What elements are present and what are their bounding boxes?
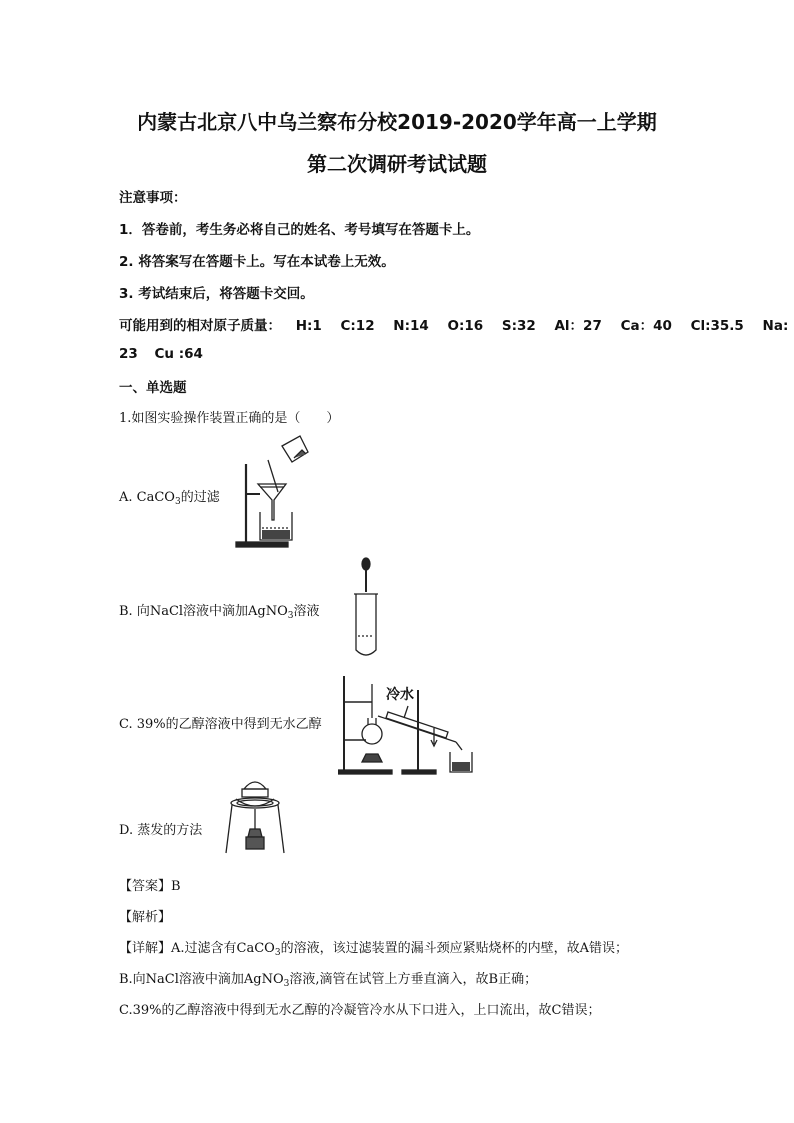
analysis-line-2-sub: 3 bbox=[283, 979, 290, 989]
mass-cu: Cu :64 bbox=[154, 346, 203, 362]
analysis-line-1-suffix: 的溶液，该过滤装置的漏斗颈应紧贴烧杯的内壁，故A错误； bbox=[280, 941, 628, 956]
page-title-line2: 第二次调研考试试题 bbox=[307, 152, 487, 176]
option-d: D. 蒸发的方法 bbox=[119, 823, 203, 838]
option-b-prefix: B. 向NaCl溶液中滴加AgNO bbox=[119, 604, 288, 619]
atomic-mass-line bbox=[119, 314, 788, 334]
atomic-mass-line2 bbox=[119, 346, 203, 362]
mass-al: Al：27 bbox=[554, 318, 602, 334]
filtration-apparatus-figure bbox=[232, 432, 312, 550]
note-item-2: 2. 将答案写在答题卡上。写在本试卷上无效。 bbox=[119, 254, 395, 270]
notes-heading: 注意事项： bbox=[119, 190, 187, 206]
mass-c: C:12 bbox=[340, 318, 375, 334]
option-b-sub: 3 bbox=[287, 611, 294, 621]
option-c: C. 39%的乙醇溶液中得到无水乙醇 bbox=[119, 717, 322, 732]
option-b-suffix: 溶液 bbox=[293, 604, 320, 619]
evaporation-apparatus-figure bbox=[222, 773, 288, 859]
mass-o: O:16 bbox=[447, 318, 484, 334]
analysis-line-2-prefix: B.向NaCl溶液中滴加AgNO bbox=[119, 972, 284, 987]
option-a-sub: 3 bbox=[174, 497, 181, 507]
answer-label: 【答案】B bbox=[119, 879, 181, 894]
option-a bbox=[119, 486, 220, 505]
analysis-line-2 bbox=[119, 968, 537, 987]
mass-na-value: 23 bbox=[119, 346, 138, 362]
dropper-test-tube-figure bbox=[346, 556, 386, 660]
option-a-suffix: 的过滤 bbox=[180, 490, 220, 505]
mass-s: S:32 bbox=[501, 318, 536, 334]
analysis-line-1-sub: 3 bbox=[274, 948, 281, 958]
section-heading: 一、单选题 bbox=[119, 380, 187, 396]
analysis-line-1-prefix: 【详解】A.过滤含有CaCO bbox=[119, 941, 275, 956]
distillation-apparatus-figure bbox=[338, 662, 480, 778]
atomic-mass-label: 可能用到的相对原子质量： bbox=[119, 318, 281, 334]
mass-ca: Ca：40 bbox=[620, 318, 672, 334]
mass-na: Na: bbox=[762, 318, 789, 334]
mass-cl: Cl:35.5 bbox=[690, 318, 744, 334]
analysis-line-1 bbox=[119, 937, 628, 956]
question-stem: 1.如图实验操作装置正确的是（ ） bbox=[119, 411, 340, 426]
mass-h: H:1 bbox=[295, 318, 322, 334]
analysis-label: 【解析】 bbox=[119, 910, 172, 925]
analysis-line-2-suffix: 溶液,滴管在试管上方垂直滴入，故B正确； bbox=[289, 972, 538, 987]
note-item-1: 1．答卷前，考生务必将自己的姓名、考号填写在答题卡上。 bbox=[119, 222, 480, 238]
cold-water-label: 冷水 bbox=[386, 687, 414, 703]
option-a-prefix: A. CaCO bbox=[119, 490, 175, 505]
page-title-line1: 内蒙古北京八中乌兰察布分校2019-2020学年高一上学期 bbox=[137, 110, 657, 134]
mass-n: N:14 bbox=[393, 318, 429, 334]
note-item-3: 3. 考试结束后，将答题卡交回。 bbox=[119, 286, 314, 302]
option-b bbox=[119, 600, 320, 619]
analysis-line-3: C.39%的乙醇溶液中得到无水乙醇的冷凝管冷水从下口进入，上口流出，故C错误； bbox=[119, 1003, 601, 1018]
